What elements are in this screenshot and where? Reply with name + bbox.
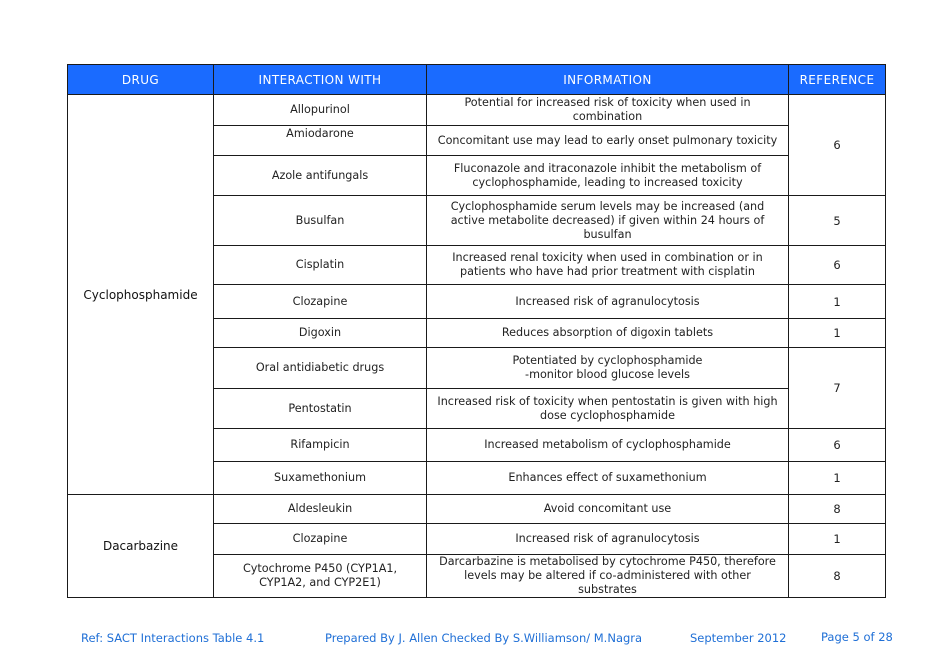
- drug-cell: Dacarbazine: [68, 495, 214, 598]
- information-cell: [427, 348, 789, 389]
- interaction-cell: Allopurinol: [214, 95, 427, 126]
- footer-page-number: Page 5 of 28: [821, 630, 893, 644]
- information-cell: Increased risk of agranulocytosis: [427, 285, 789, 319]
- interaction-cell: Suxamethonium: [214, 462, 427, 495]
- reference-cell: 8: [789, 555, 886, 598]
- reference-cell: 5: [789, 196, 886, 246]
- reference-cell: 8: [789, 495, 886, 524]
- interaction-cell: Rifampicin: [214, 429, 427, 462]
- information-cell: Fluconazole and itraconazole inhibit the metabolism of cyclophosphamide, leading to increased toxicity: [427, 156, 789, 196]
- reference-cell: 1: [789, 319, 886, 348]
- information-cell: Avoid concomitant use: [427, 495, 789, 524]
- interaction-cell: Amiodarone: [214, 126, 427, 156]
- information-line: Potentiated by cyclophosphamide: [512, 354, 703, 367]
- information-line: -monitor blood glucose levels: [525, 368, 690, 381]
- reference-cell: 6: [789, 246, 886, 285]
- footer-date: September 2012: [690, 631, 787, 645]
- footer-reference: Ref: SACT Interactions Table 4.1: [81, 631, 265, 645]
- reference-cell: 1: [789, 285, 886, 319]
- interaction-cell: Clozapine: [214, 285, 427, 319]
- drug-cell: Cyclophosphamide: [68, 95, 214, 495]
- reference-cell: 7: [789, 348, 886, 429]
- interaction-cell: Cytochrome P450 (CYP1A1, CYP1A2, and CYP2E1): [214, 555, 427, 598]
- information-cell: Enhances effect of suxamethonium: [427, 462, 789, 495]
- information-cell: Cyclophosphamide serum levels may be increased (and active metabolite decreased) if given within 24 hours of busulfan: [427, 196, 789, 246]
- interaction-cell: Digoxin: [214, 319, 427, 348]
- information-cell: Increased risk of toxicity when pentostatin is given with high dose cyclophosphamide: [427, 389, 789, 429]
- interaction-cell: Azole antifungals: [214, 156, 427, 196]
- interaction-cell: Oral antidiabetic drugs: [214, 348, 427, 389]
- footer-prepared-by: Prepared By J. Allen Checked By S.Williamson/ M.Nagra: [325, 631, 643, 645]
- interaction-cell: Clozapine: [214, 524, 427, 555]
- reference-cell: 1: [789, 524, 886, 555]
- information-cell: Increased risk of agranulocytosis: [427, 524, 789, 555]
- table-header-row: [68, 65, 886, 95]
- information-cell: Concomitant use may lead to early onset pulmonary toxicity: [427, 126, 789, 156]
- reference-cell: 6: [789, 95, 886, 196]
- information-cell: Darcarbazine is metabolised by cytochrome P450, therefore levels may be altered if co-administered with other substrates: [427, 555, 789, 598]
- header-reference: REFERENCE: [789, 65, 886, 95]
- reference-cell: 1: [789, 462, 886, 495]
- header-interaction-with: INTERACTION WITH: [214, 65, 427, 95]
- header-information: INFORMATION: [427, 65, 789, 95]
- table-row: [68, 95, 886, 126]
- information-cell: Reduces absorption of digoxin tablets: [427, 319, 789, 348]
- interaction-cell: Cisplatin: [214, 246, 427, 285]
- header-drug: DRUG: [68, 65, 214, 95]
- information-cell: Increased metabolism of cyclophosphamide: [427, 429, 789, 462]
- information-cell: Potential for increased risk of toxicity when used in combination: [427, 95, 789, 126]
- table-row: [68, 495, 886, 524]
- interaction-cell: Aldesleukin: [214, 495, 427, 524]
- interaction-cell: Pentostatin: [214, 389, 427, 429]
- interaction-cell: Busulfan: [214, 196, 427, 246]
- information-cell: Increased renal toxicity when used in combination or in patients who have had prior treatment with cisplatin: [427, 246, 789, 285]
- reference-cell: 6: [789, 429, 886, 462]
- interactions-table: [67, 64, 886, 598]
